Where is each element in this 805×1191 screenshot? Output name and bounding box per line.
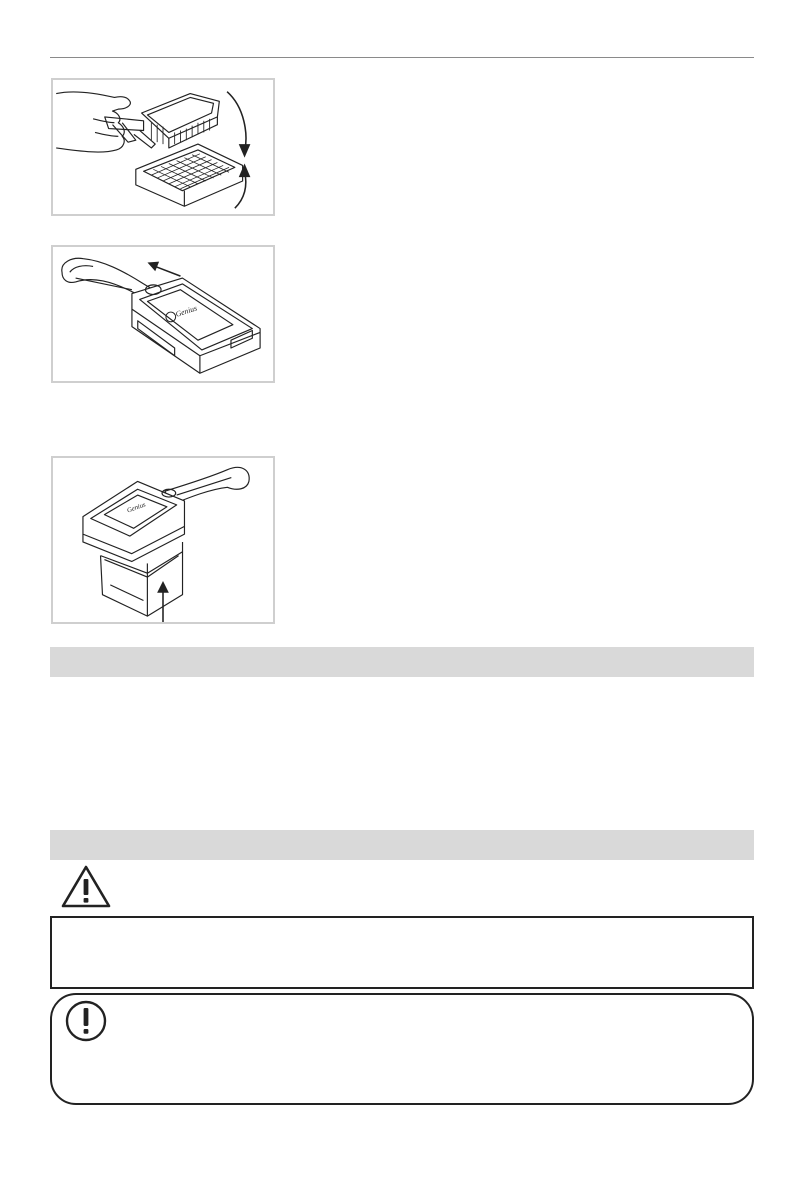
illustration-open-lid [53, 80, 273, 214]
section-header-1 [50, 647, 754, 677]
figure-step-3 [51, 456, 275, 624]
header-rule [50, 57, 754, 58]
figure-step-2 [51, 245, 275, 383]
warning-box [50, 916, 754, 989]
section-header-2 [50, 830, 754, 860]
brand-logo-text: Genius [174, 303, 199, 319]
figure-step-1 [51, 78, 275, 216]
illustration-chopper-container [53, 458, 273, 622]
illustration-assembled-chopper [53, 247, 273, 381]
note-box [50, 993, 754, 1105]
exclamation-circle-icon [64, 999, 108, 1043]
brand-logo-text-2: Genius [126, 501, 147, 515]
warning-triangle-icon [60, 864, 112, 910]
